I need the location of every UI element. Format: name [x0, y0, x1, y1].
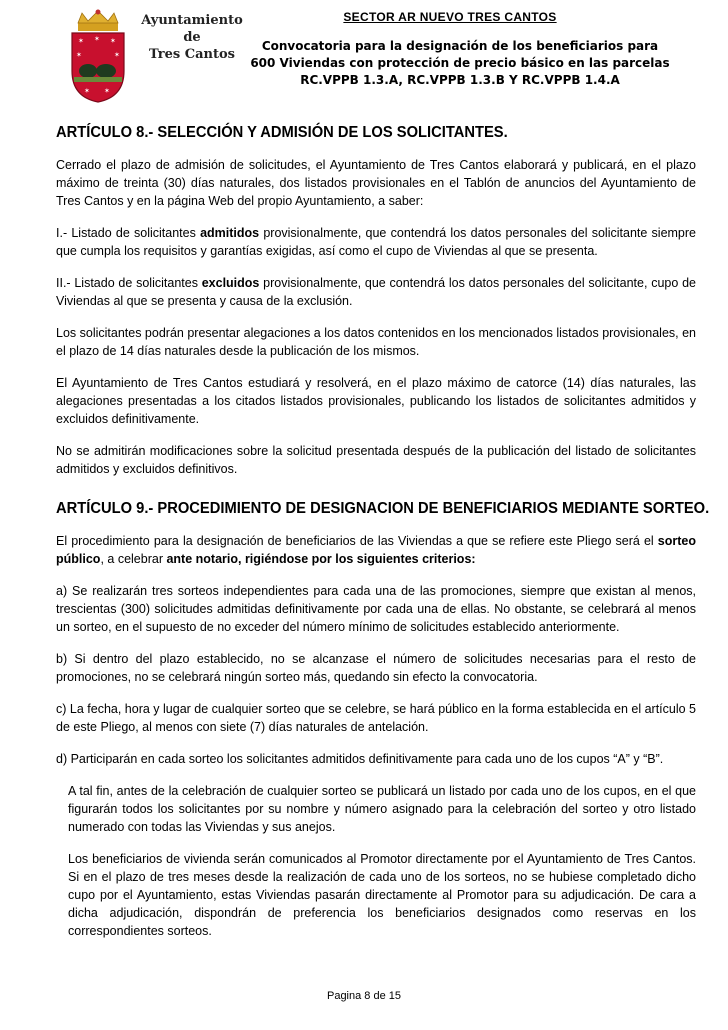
text-run: I.- Listado de solicitantes: [56, 226, 201, 240]
art9-paragraph-1: [56, 532, 696, 568]
art8-paragraph-4: Los solicitantes podrán presentar alegaciones a los datos contenidos en los mencionados listados provisionales, en el plazo de 14 días naturales desde la publicación de los mismos.: [56, 326, 696, 358]
text-run: II.- Listado de solicitantes: [56, 276, 202, 290]
org-line-3: Tres Cantos: [149, 47, 235, 62]
text-run: , a celebrar: [100, 552, 167, 566]
page-header: [0, 0, 728, 110]
svg-text:✶: ✶: [104, 88, 110, 95]
convocatoria-title: [240, 38, 680, 89]
text-run: El procedimiento para la designación de beneficiarios de las Viviendas a que se refiere este Pliego será el: [56, 534, 658, 548]
org-line-2: de: [183, 30, 201, 45]
sector-title: SECTOR AR NUEVO TRES CANTOS: [343, 10, 557, 24]
org-line-1: Ayuntamiento: [141, 13, 243, 28]
conv-line-2: 600 Viviendas con protección de precio básico en las parcelas: [250, 56, 670, 70]
svg-text:✶: ✶: [94, 36, 100, 43]
art8-paragraph-1: Cerrado el plazo de admisión de solicitudes, el Ayuntamiento de Tres Cantos elaborará y publicará, en el plazo máximo de treinta (30) días naturales, dos listados provisionales en el Tablón de anuncios del Ayuntamiento de Tres Cantos y en la página Web del propio Ayuntamiento, a saber:: [56, 158, 696, 208]
art9-indented-paragraph-2: Los beneficiarios de vivienda serán comunicados al Promotor directamente por el Ayuntamiento de Tres Cantos. Si en el plazo de tres meses desde la realización de cada uno de los sorteos, no se hubiese completado dicho cupo por el Ayuntamiento, estas Viviendas pasarán directamente al Promotor para su adjudicación. De cara a dicha adjudicación, dispondrán de preferencia los beneficiarios designados como reservas en los correspondientes sorteos.: [68, 852, 696, 938]
art9-item-b: b) Si dentro del plazo establecido, no se alcanzase el número de solicitudes necesarias para el resto de promociones, no se celebrará ningún sorteo más, quedando sin efecto la convocatoria.: [56, 652, 696, 684]
svg-text:✶: ✶: [76, 52, 82, 59]
art8-paragraph-5: El Ayuntamiento de Tres Cantos estudiará y resolverá, en el plazo máximo de catorce (14) días naturales, las alegaciones presentadas a los citados listados provisionales, publicando los listados de solicitantes admitidos y excluidos definitivamente.: [56, 376, 696, 426]
conv-line-3: RC.VPPB 1.3.A, RC.VPPB 1.3.B Y RC.VPPB 1.4.A: [300, 73, 620, 87]
art8-paragraph-admitidos: [56, 224, 696, 260]
art8-paragraph-6: No se admitirán modificaciones sobre la solicitud presentada después de la publicación del listado de solicitantes admitidos y excluidos definitivos.: [56, 444, 696, 476]
coat-of-arms-logo: [64, 9, 132, 104]
bold-admitidos: admitidos: [200, 226, 260, 240]
art9-indented-paragraph-1: A tal fin, antes de la celebración de cualquier sorteo se publicará un listado por cada uno de los cupos, en el que figurarán todos los solicitantes por su nombre y número asignado para la celebración del sorteo y otro listado numerado con todas las Viviendas y sus anejos.: [68, 784, 696, 834]
bold-ante-notario: ante notario, rigiéndose por los siguientes criterios:: [166, 552, 476, 566]
art9-item-c: c) La fecha, hora y lugar de cualquier sorteo que se celebre, se hará público en la forma establecida en el artículo 5 de este Pliego, al menos con siete (7) días naturales de antelación.: [56, 702, 696, 734]
art9-item-d: d) Participarán en cada sorteo los solicitantes admitidos definitivamente para cada uno de los cupos “A” y “B”.: [56, 752, 664, 766]
text-run: provisionalmente, que contendrá los datos personales del solicitante siempre que cumpla los requisitos y garantías exigidas, así como el cupo de Viviendas al que se presenta.: [56, 226, 697, 258]
svg-text:✶: ✶: [110, 38, 116, 45]
bold-excluidos: excluidos: [201, 276, 260, 290]
art8-paragraph-excluidos: [56, 274, 696, 310]
text-run: provisionalmente, que contendrá los datos personales del solicitante, cupo de Viviendas al que se presenta y causa de la exclusión.: [56, 276, 696, 308]
art9-item-a: a) Se realizarán tres sorteos independientes para cada una de las promociones, siempre que existan al menos, trescientas (300) solicitudes admitidas definitivamente por cada una de ellas. No obstante, se celebrará al menos un sorteo, en el supuesto de no exceder del número mínimo de solicitudes establecido anteriormente.: [56, 584, 696, 634]
svg-text:✶: ✶: [84, 88, 90, 95]
bold-sorteo-publico: sorteo público: [56, 534, 696, 566]
svg-text:✶: ✶: [78, 38, 84, 45]
article-9-heading: ARTÍCULO 9.- PROCEDIMIENTO DE DESIGNACION DE BENEFICIARIOS MEDIANTE SORTEO.: [56, 500, 710, 517]
organization-name: [138, 12, 246, 63]
article-8-heading: ARTÍCULO 8.- SELECCIÓN Y ADMISIÓN DE LOS SOLICITANTES.: [56, 124, 508, 141]
document-body: [56, 124, 710, 954]
page-number: Pagina 8 de 15: [326, 990, 401, 1002]
conv-line-1: Convocatoria para la designación de los beneficiarios para: [261, 39, 659, 53]
svg-text:✶: ✶: [114, 52, 120, 59]
